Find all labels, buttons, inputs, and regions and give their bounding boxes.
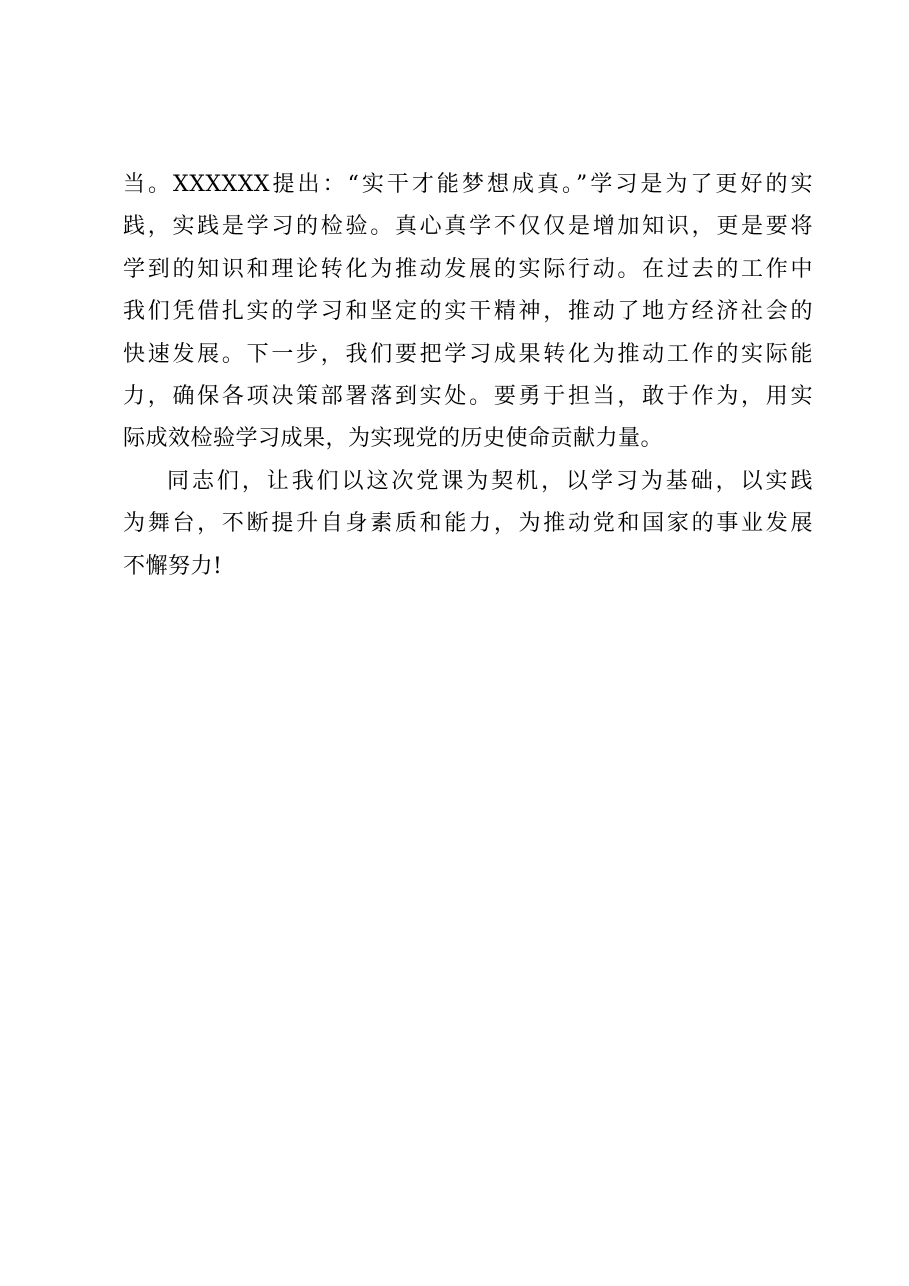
paragraph-1 [123, 164, 813, 461]
paragraph-line: 我们凭借扎实的学习和坚定的实干精神，推动了地方经济社会的 [123, 299, 813, 325]
paragraph-line: 快速发展。下一步，我们要把学习成果转化为推动工作的实际能 [123, 341, 813, 367]
paragraph-line: 学到的知识和理论转化为推动发展的实际行动。在过去的工作中 [123, 256, 813, 282]
paragraph-2 [123, 461, 813, 588]
paragraph-line: 当。XXXXXX提出：“实干才能梦想成真。”学习是为了更好的实 [123, 172, 813, 197]
document-body [123, 164, 813, 588]
paragraph-line: 践，实践是学习的检验。真心真学不仅仅是增加知识，更是要将 [123, 214, 813, 240]
paragraph-line: 际成效检验学习成果，为实现党的历史使命贡献力量。 [123, 426, 664, 452]
paragraph-line: 为舞台，不断提升自身素质和能力，为推动党和国家的事业发展 [123, 511, 813, 537]
paragraph-line: 同志们，让我们以这次党课为契机，以学习为基础，以实践 [167, 468, 813, 494]
paragraph-line: 不懈努力! [123, 553, 223, 579]
paragraph-line: 力，确保各项决策部署落到实处。要勇于担当，敢于作为，用实 [123, 383, 813, 409]
